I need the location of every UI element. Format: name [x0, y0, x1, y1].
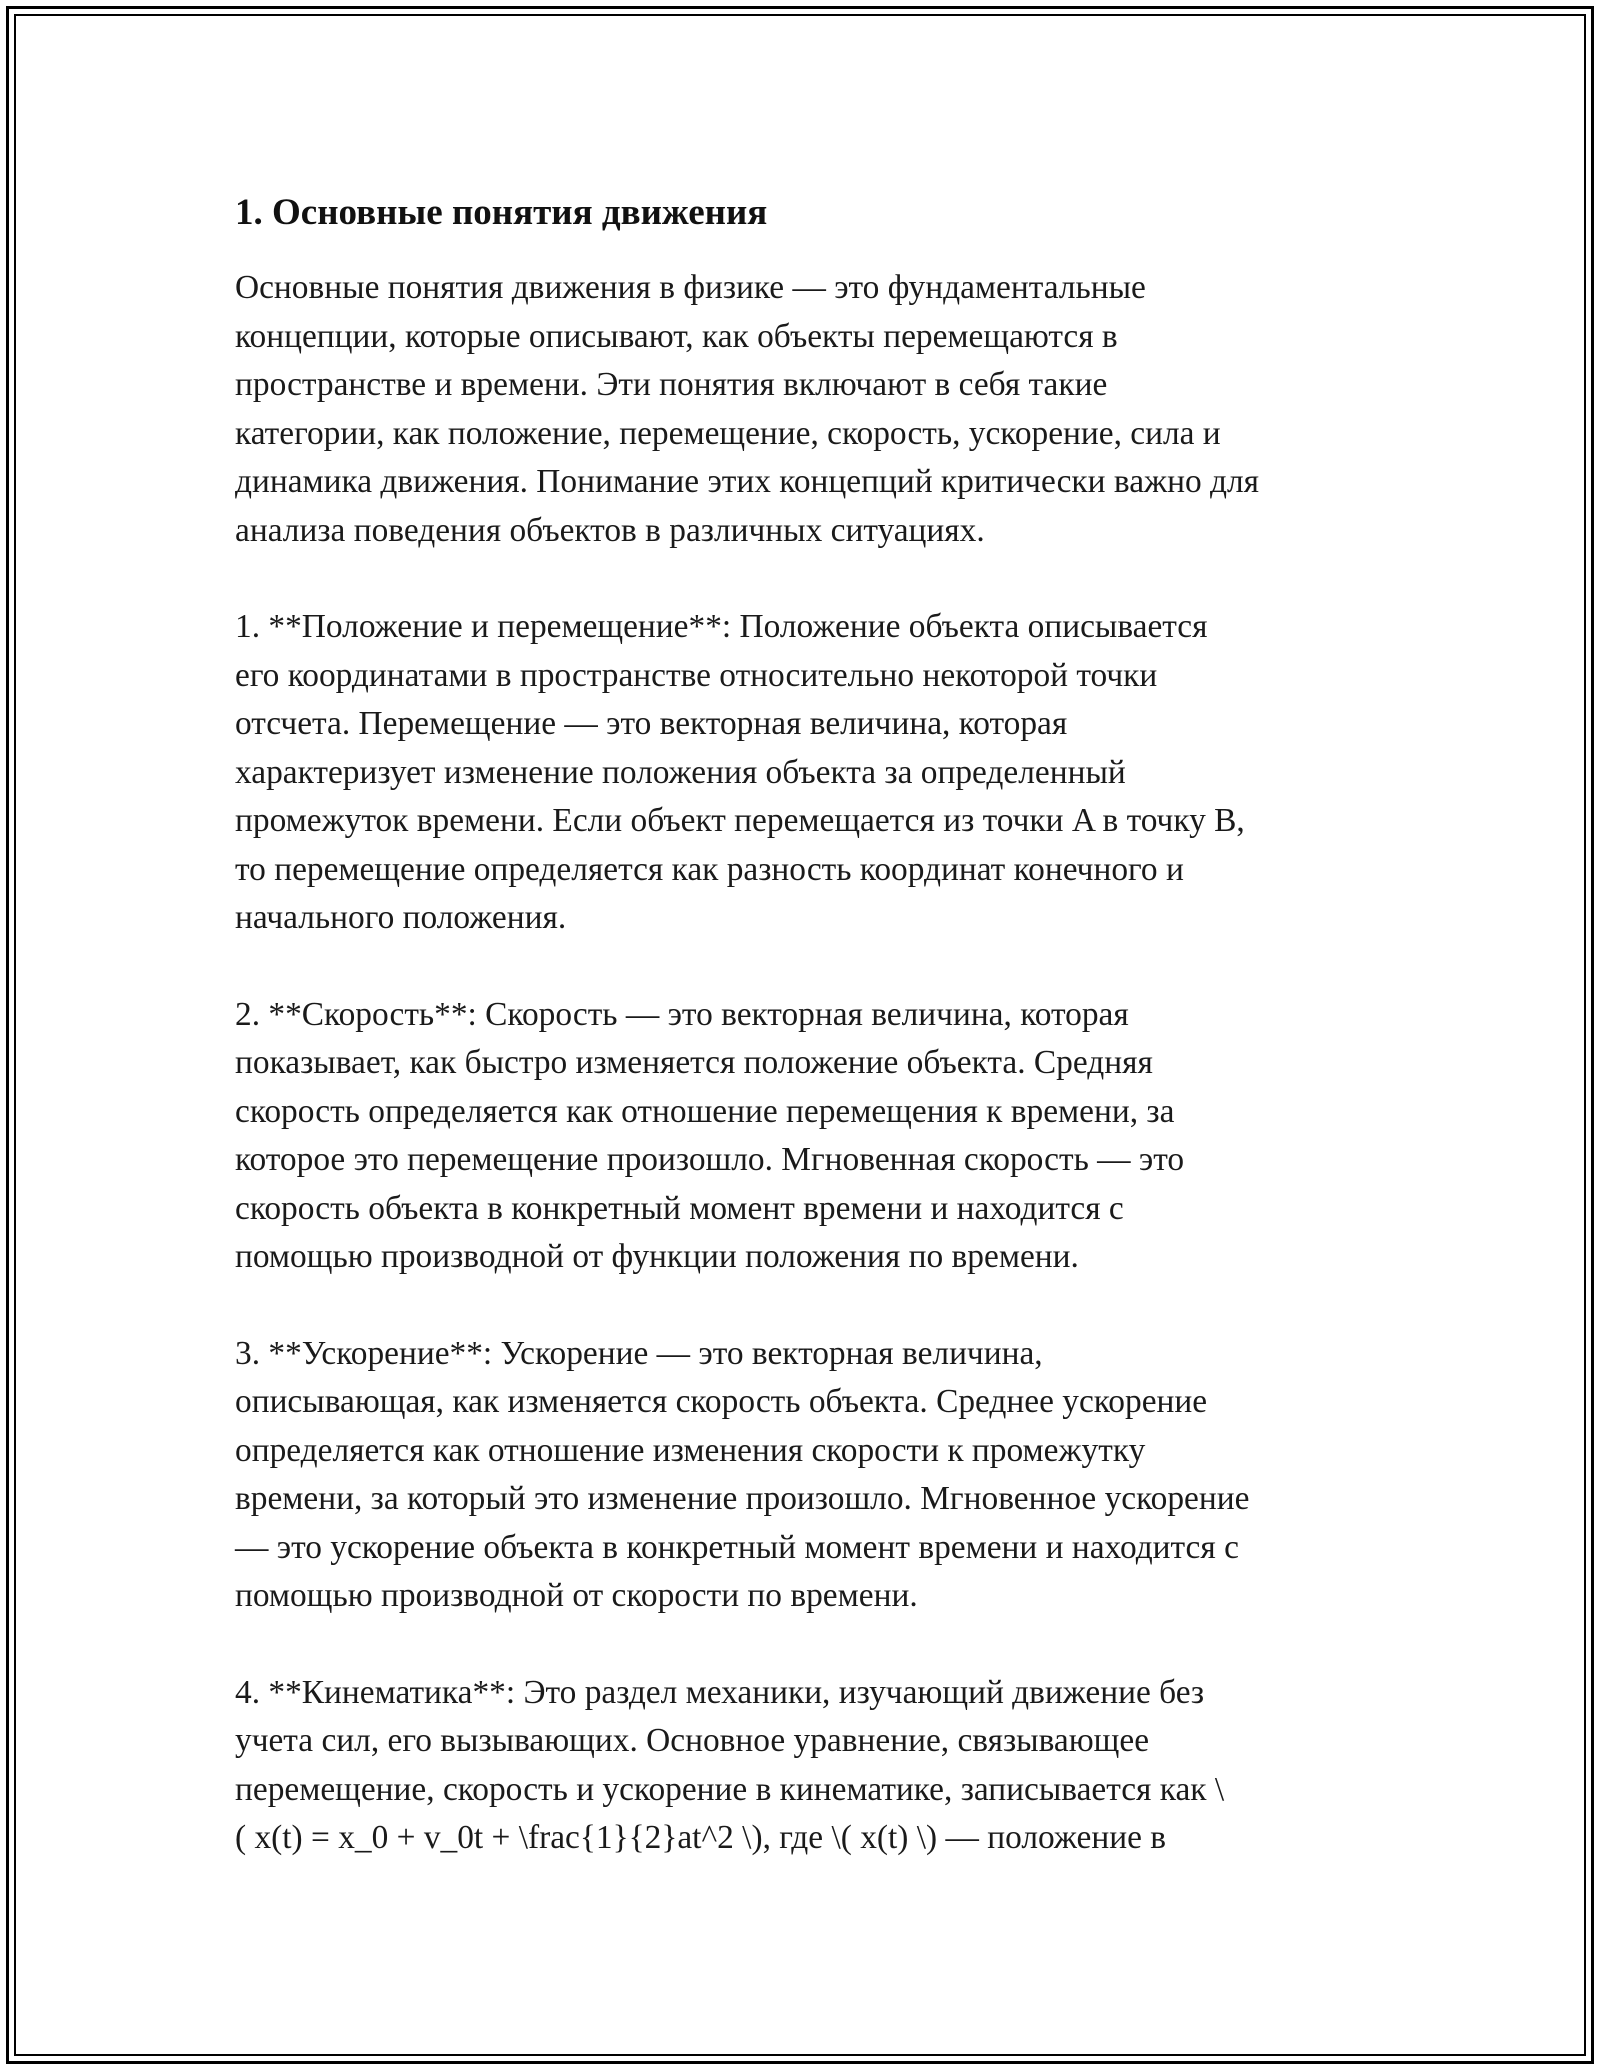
section-heading: 1. Основные понятия движения — [235, 192, 768, 233]
paragraph-kinematics: 4. **Кинематика**: Это раздел механики, изучающий движение без учета сил, его вызывающих. Основное уравнение, связывающее перемещение, скорость и ускорение в кинематике, записывается как \ ( x(t) = x_0 + v_0t + \frac{1}{2}at^2 \), где \( x(t) \) — положение в — [235, 1673, 1225, 1856]
paragraph-position-displacement: 1. **Положение и перемещение**: Положение объекта описывается его координатами в пространстве относительно некоторой точки отсчета. Перемещение — это векторная величина, которая характеризует изменение положения объекта за определенный промежуток времени. Если объект перемещается из точки A в точку B, то перемещение определяется как разность координат конечного и начального положения. — [235, 608, 1245, 936]
intro-paragraph: Основные понятия движения в физике — это фундаментальные концепции, которые описывают, как объекты перемещаются в пространстве и времени. Эти понятия включают в себя такие категории, как положение, перемещение, скорость, ускорение, сила и динамика движения. Понимание этих концепций критически важно для анализа поведения объектов в различных ситуациях. — [235, 269, 1260, 549]
paragraph-acceleration: 3. **Ускорение**: Ускорение — это векторная величина, описывающая, как изменяется скорость объекта. Среднее ускорение определяется как отношение изменения скорости к промежутку времени, за который это изменение произошло. Мгновенное ускорение — это ускорение объекта в конкретный момент времени и находится с помощью производной от скорости по времени. — [235, 1334, 1250, 1614]
paragraph-velocity: 2. **Скорость**: Скорость — это векторная величина, которая показывает, как быстро изменяется положение объекта. Средняя скорость определяется как отношение перемещения к времени, за которое это перемещение произошло. Мгновенная скорость — это скорость объекта в конкретный момент времени и находится с помощью производной от функции положения по времени. — [235, 995, 1185, 1275]
document-body — [235, 188, 1375, 1911]
